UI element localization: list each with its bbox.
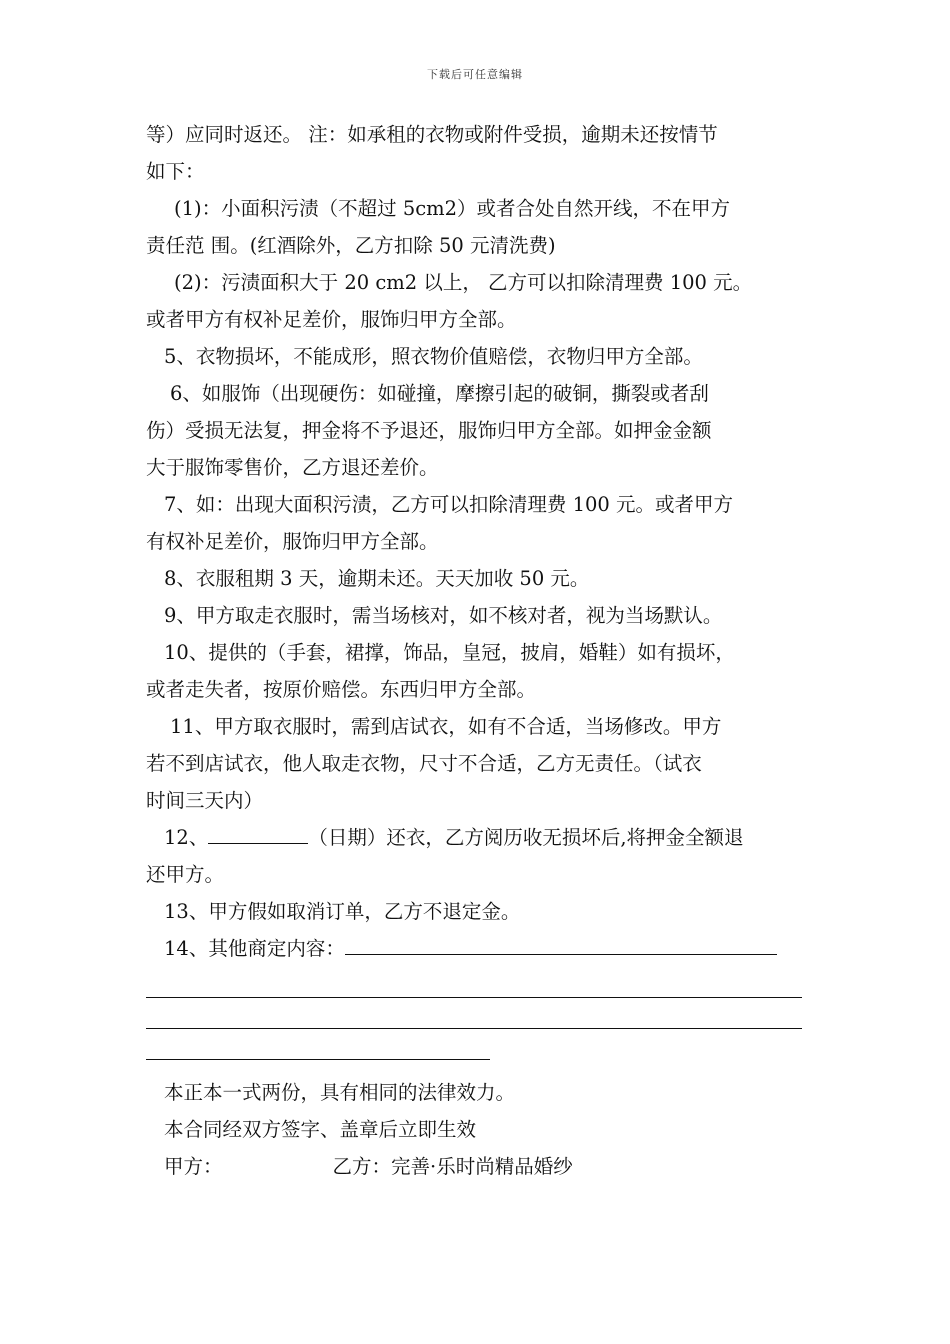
clause-12-number: 12、	[164, 826, 209, 849]
text-line: 如下：	[146, 160, 205, 183]
spacer	[146, 1060, 816, 1074]
clause-7-line: 7、如：出现大面积污渍，乙方可以扣除清理费 100 元。或者甲方	[164, 493, 734, 516]
clause-8-line: 8、衣服租期 3 天，逾期未还。天天加收 50 元。	[164, 567, 590, 590]
party-b-label: 乙方：完善·乐时尚精品婚纱	[332, 1155, 573, 1178]
clause-10-line: 10、提供的（手套，裙撑，饰品，皇冠，披肩，婚鞋）如有损坏，	[164, 641, 735, 664]
clause-2-line: (2)：污渍面积大于 20 cm2 以上， 乙方可以扣除清理费 100 元。	[174, 271, 753, 294]
clause-11-line: 11、甲方取衣服时，需到店试衣，如有不合适，当场修改。甲方	[170, 715, 722, 738]
other-terms-rule[interactable]	[146, 998, 802, 1029]
clause-12-text: （日期）还衣，乙方阅历收无损坏后,将押金全额退	[308, 826, 744, 849]
other-terms-rule[interactable]	[146, 967, 802, 998]
text-line: 责任范 围。(红酒除外，乙方扣除 50 元清洗费)	[146, 234, 556, 257]
clause-9-line: 9、甲方取走衣服时，需当场核对，如不核对者，视为当场默认。	[164, 604, 723, 627]
clause-6-line: 6、如服饰（出现硬伤：如碰撞，摩擦引起的破铜，撕裂或者刮	[170, 382, 709, 405]
page-header-note: 下载后可任意编辑	[427, 68, 523, 81]
text-line: 或者甲方有权补足差价，服饰归甲方全部。	[146, 308, 517, 331]
text-line: 大于服饰零售价，乙方退还差价。	[146, 456, 439, 479]
closing-effect-line: 本合同经双方签字、盖章后立即生效	[164, 1118, 477, 1141]
clause-13-line: 13、甲方假如取消订单，乙方不退定金。	[164, 900, 521, 923]
return-date-blank[interactable]	[208, 821, 308, 844]
text-line: 有权补足差价，服饰归甲方全部。	[146, 530, 439, 553]
party-a-label: 甲方：	[164, 1155, 223, 1178]
clause-1-line: (1)：小面积污渍（不超过 5cm2）或者合处自然开线，不在甲方	[174, 197, 731, 220]
text-line: 等）应同时返还。 注：如承租的衣物或附件受损，逾期未还按情节	[146, 123, 718, 146]
text-line: 或者走失者，按原价赔偿。东西归甲方全部。	[146, 678, 537, 701]
text-line: 时间三天内）	[146, 789, 264, 812]
contract-body	[146, 116, 816, 1185]
other-terms-blank[interactable]	[345, 932, 777, 955]
clause-14-text: 14、其他商定内容：	[164, 937, 345, 960]
text-line: 若不到店试衣，他人取走衣物，尺寸不合适，乙方无责任。（试衣	[146, 752, 702, 775]
clause-5-line: 5、衣物损坏，不能成形，照衣物价值赔偿，衣物归甲方全部。	[164, 345, 703, 368]
clause-12-line	[146, 819, 816, 856]
clause-14-line	[146, 930, 816, 967]
other-terms-rule[interactable]	[146, 1029, 490, 1060]
closing-copies-line: 本正本一式两份，具有相同的法律效力。	[164, 1081, 516, 1104]
text-line: 伤）受损无法复，押金将不予退还，服饰归甲方全部。如押金金额	[146, 419, 712, 442]
text-line: 还甲方。	[146, 863, 225, 886]
signature-line	[146, 1148, 816, 1185]
